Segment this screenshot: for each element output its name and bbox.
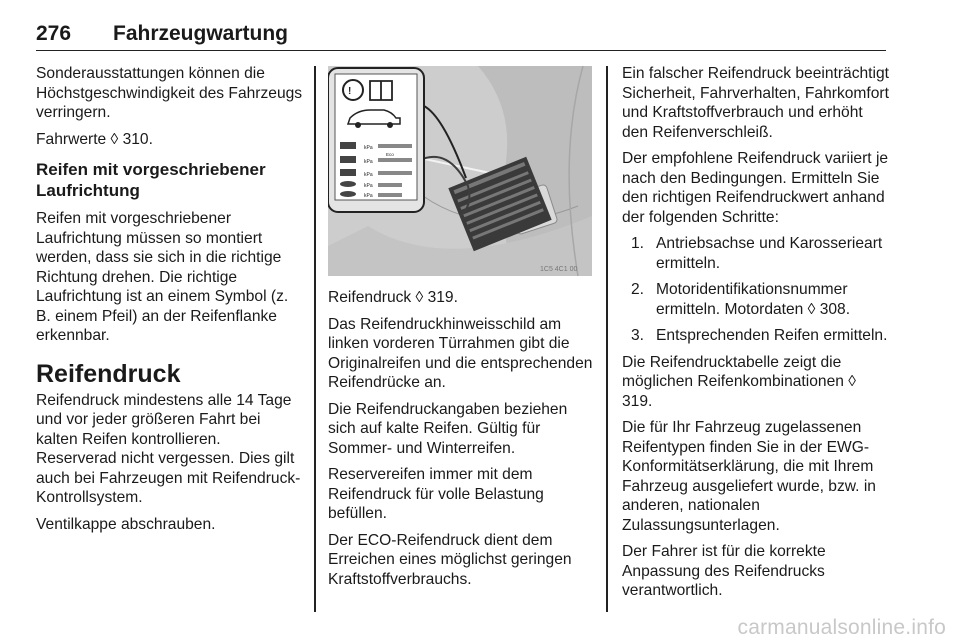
steps-list (622, 234, 890, 346)
paragraph-recommended-pressure: Der empfohlene Reifendruck variiert je nach den Bedingungen. Ermitteln Sie den richtigen Reifendruckwert anhand der folgenden Schritte: (622, 150, 889, 226)
paragraph-driving-values-ref: Fahrwerte ◊ 310. (36, 130, 153, 148)
step-item (631, 280, 890, 319)
figure-code: 1C5 4C1 00 (540, 266, 578, 273)
watermark: carmanualsonline.info (737, 616, 946, 639)
label-row-1: kPa (364, 145, 373, 151)
label-row-2: kPa (364, 159, 373, 165)
svg-text:!: ! (348, 86, 352, 97)
label-row-3: kPa (364, 172, 373, 178)
paragraph-cold-tyres: Die Reifendruckangaben beziehen sich auf kalte Reifen. Gültig für Sommer- und Winterreifen. (328, 400, 568, 457)
chapter-title: Fahrzeugwartung (113, 22, 289, 45)
step-text: Antriebsachse und Karosserieart ermitteln. (656, 235, 883, 272)
text-column-middle (328, 288, 593, 596)
paragraph-pressure-ref: Reifendruck ◊ 319. (328, 289, 458, 306)
text-column-left (36, 64, 304, 541)
door-frame-illustration (328, 66, 592, 276)
paragraph-tyre-direction: Reifen mit vorgeschriebener Laufrichtung müssen so montiert werden, dass sie sich in die richtige Richtung drehen. Die richtige Laufrichtung ist an einem Symbol (z. B. einem Pfeil) an der Reifenflanke erkennbar. (36, 210, 289, 344)
paragraph-valve-cap: Ventilkappe abschrauben. (36, 515, 216, 533)
step-text: Motoridentifikationsnummer ermitteln. Motordaten ◊ 308. (656, 281, 851, 318)
column-divider-right (606, 66, 608, 612)
paragraph-label-location: Das Reifendruckhinweisschild am linken vorderen Türrahmen gibt die Originalreifen und die entsprechenden Reifendrücke an. (328, 315, 593, 391)
paragraph-wrong-pressure: Ein falscher Reifendruck beeinträchtigt Sicherheit, Fahrverhalten, Fahrkomfort und Kraftstoffverbrauch und erhöht den Reifenverschleiß. (622, 65, 889, 141)
paragraph-pressure-table: Die Reifendrucktabelle zeigt die möglichen Reifenkombinationen ◊ 319. (622, 353, 856, 410)
page-header (36, 20, 886, 51)
heading-tyre-pressure: Reifendruck (36, 359, 181, 388)
step-number: 3. (631, 327, 645, 344)
heading-tyre-direction: Reifen mit vorgeschriebener Laufrichtung (36, 160, 266, 200)
paragraph-approved-tyres: Die für Ihr Fahrzeug zugelassenen Reifentypen finden Sie in der EWG-Konformitätserklärung, die mit Ihrem Fahrzeug ausgeliefert wurde, bzw. in anderen, nationalen Zulassungsunterlagen. (622, 419, 876, 534)
paragraph-pressure-check: Reifendruck mindestens alle 14 Tage und vor jeder größeren Fahrt bei kalten Reifen kontrollieren. Reserverad nicht vergessen. Dies gilt auch bei Fahrzeugen mit Reifendruck-Kontrollsystem. (36, 391, 301, 506)
paragraph-eco-pressure: Der ECO-Reifendruck dient dem Erreichen eines möglichst geringen Kraftstoffverbrauchs. (328, 531, 572, 588)
step-text: Entsprechenden Reifen ermitteln. (656, 327, 888, 344)
paragraph-options-speed: Sonderausstattungen können die Höchstgeschwindigkeit des Fahrzeugs verringern. (36, 65, 303, 121)
label-row-5: kPa (364, 193, 373, 199)
paragraph-driver-responsibility: Der Fahrer ist für die korrekte Anpassung des Reifendrucks verantwortlich. (622, 543, 826, 599)
label-row-4: kPa (364, 183, 373, 189)
label-eco: Eco (386, 152, 394, 157)
paragraph-spare-tyre: Reservereifen immer mit dem Reifendruck für volle Belastung befüllen. (328, 466, 544, 522)
step-item (631, 234, 890, 273)
step-number: 2. (631, 281, 645, 298)
step-item (631, 326, 890, 346)
page-number: 276 (36, 22, 72, 45)
tyre-pressure-label-figure (328, 66, 592, 276)
step-number: 1. (631, 235, 645, 252)
column-divider-left (314, 66, 316, 612)
text-column-right (622, 64, 890, 608)
